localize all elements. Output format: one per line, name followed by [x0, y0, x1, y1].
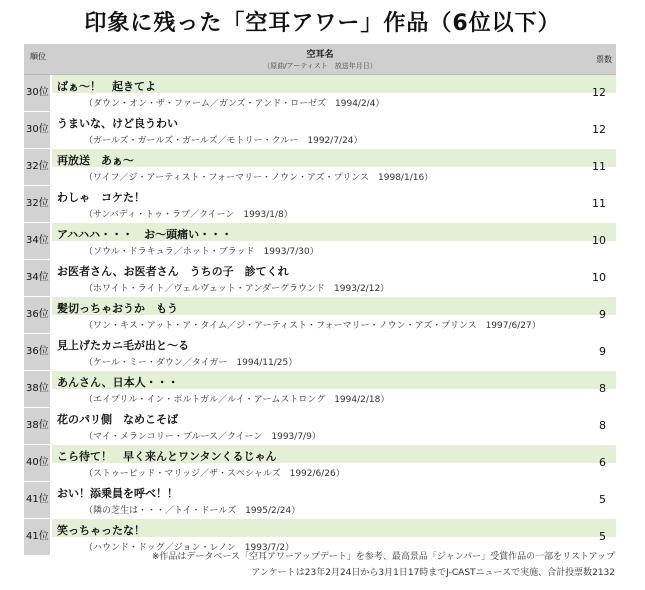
row-votes: 6	[599, 456, 606, 469]
header-rank: 順位	[30, 52, 46, 61]
row-song: 髪切っちゃおうか もう	[57, 302, 178, 315]
row-votes: 8	[599, 382, 606, 395]
row-artist: （ワン・キス・アット・ア・タイム／ジ・アーティスト・フォーマリー・ノウン・アズ・プリンス 1997/6/27）	[84, 321, 541, 331]
table-row	[24, 334, 616, 371]
row-song: 見上げたカニ毛が出と～る	[57, 339, 189, 352]
row-artist: （サンバディ・トゥ・ラブ／クイーン 1993/1/8）	[84, 210, 293, 220]
row-votes: 9	[599, 308, 606, 321]
table-row	[24, 260, 616, 297]
table-row	[24, 75, 616, 112]
row-rank: 34位	[24, 223, 50, 259]
row-rank: 30位	[24, 112, 50, 148]
row-votes: 8	[599, 419, 606, 432]
row-votes: 12	[592, 123, 606, 136]
table-row	[24, 482, 616, 519]
row-rank: 36位	[24, 334, 50, 370]
table-row	[24, 297, 616, 334]
table-row	[24, 223, 616, 260]
row-rank: 32位	[24, 149, 50, 185]
row-song: おい！添乗員を呼べ！！	[57, 487, 178, 500]
row-song: アハハハ・・・ お～頭痛い・・・	[57, 228, 233, 241]
header-subtitle: （原曲/アーティスト 放送年月日）	[263, 62, 377, 70]
row-votes: 12	[592, 86, 606, 99]
row-artist: （ワイフ／ジ・アーティスト・フォーマリー・ノウン・アズ・プリンス 1998/1/16）	[84, 173, 434, 183]
table-row	[24, 371, 616, 408]
row-song: 笑っちゃったな！	[57, 524, 145, 537]
row-artist: （マイ・メランコリー・ブルース／クイーン 1993/7/9）	[84, 432, 321, 442]
row-votes: 10	[592, 234, 606, 247]
row-artist: （ストゥーピッド・マリッジ／ザ・スペシャルズ 1992/6/26）	[84, 469, 345, 479]
row-votes: 5	[599, 493, 606, 506]
row-votes: 11	[592, 197, 606, 210]
header-votes: 票数	[596, 55, 612, 64]
table-row	[24, 408, 616, 445]
row-artist: （ソウル・ドラキュラ／ホット・ブラッド 1993/7/30）	[84, 247, 319, 257]
row-rank: 30位	[24, 75, 50, 111]
row-song: 再放送 あぁ～	[57, 154, 134, 167]
row-votes: 11	[592, 160, 606, 173]
row-artist: （ケール・ミー・ダウン／タイガー 1994/11/25）	[84, 358, 298, 368]
row-rank: 41位	[24, 519, 50, 555]
footnote-survey: アンケートは23年2月24日から3月1日17時までJ-CASTニュースで実施、合計投票数2132	[251, 568, 615, 578]
row-rank: 40位	[24, 445, 50, 481]
row-rank: 38位	[24, 408, 50, 444]
row-artist: （ハウンド・ドッグ／ジョン・レノン 1993/7/2）	[84, 543, 295, 553]
row-song: こら待て！ 早く来んとワンタンくるじゃん	[57, 450, 277, 463]
row-song: ばぁ～！ 起きてよ	[57, 80, 156, 93]
row-rank: 38位	[24, 371, 50, 407]
row-artist: （隣の芝生は・・・／トイ・ドールズ 1995/2/24）	[84, 506, 301, 516]
ranking-table	[24, 44, 616, 556]
row-artist: （エイプリル・イン・ポルトガル／ルイ・アームストロング 1994/2/18）	[84, 395, 390, 405]
table-header	[24, 44, 616, 75]
row-votes: 10	[592, 271, 606, 284]
row-song: 花のパリ側 なめこそば	[57, 413, 178, 426]
table-row	[24, 149, 616, 186]
table-row	[24, 445, 616, 482]
row-band	[52, 149, 616, 167]
row-rank: 41位	[24, 482, 50, 518]
row-artist: （ダウン・オン・ザ・ファーム／ガンズ・アンド・ローゼズ 1994/2/4）	[84, 99, 385, 109]
row-votes: 5	[599, 530, 606, 543]
table-row	[24, 112, 616, 149]
footnotes	[152, 549, 615, 581]
footnote-source: ※作品はデータベース「空耳アワーアップデート」を参考、最高景品「ジャンパー」受賞作品の一部をリストアップ	[151, 552, 615, 562]
row-song: うまいな、けど良うわい	[57, 117, 178, 130]
table-row	[24, 186, 616, 223]
row-rank: 34位	[24, 260, 50, 296]
header-song: 空耳名	[306, 50, 334, 60]
page-title: 印象に残った「空耳アワー」作品（6位以下）	[84, 11, 561, 36]
row-artist: （ガールズ・ガールズ・ガールズ／モトリー・クルー 1992/7/24）	[84, 136, 363, 146]
row-artist: （ホワイト・ライト／ヴェルヴェット・アンダーグラウンド 1993/2/12）	[84, 284, 390, 294]
row-song: お医者さん、お医者さん うちの子 診てくれ	[57, 265, 289, 278]
row-song: あんさん、日本人・・・	[57, 376, 179, 389]
row-votes: 9	[599, 345, 606, 358]
row-rank: 36位	[24, 297, 50, 333]
row-rank: 32位	[24, 186, 50, 222]
row-song: わしゃ コケた！	[57, 191, 145, 204]
